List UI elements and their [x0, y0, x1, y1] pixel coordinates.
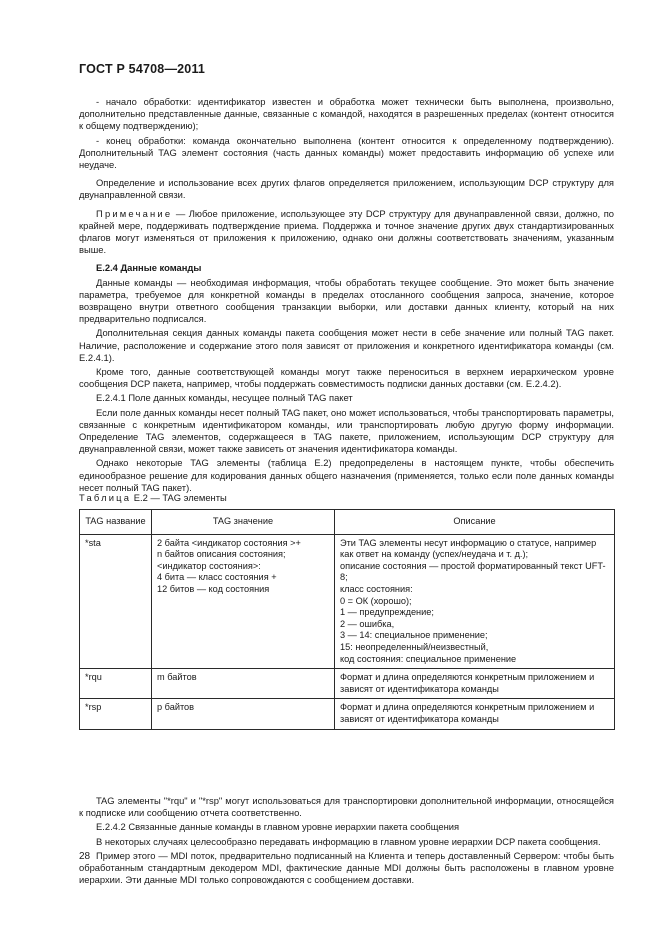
paragraph: Пример этого — MDI поток, предварительно подписанный на Клиента и теперь доставленный Сервером: чтобы быть обработанным стандартным декодером MDI, фактические данные MDI должны быть расположены в главном уровне иерархии. Эти данные MDI только сопровождаются с сообщением доставки. — [79, 849, 614, 886]
tag-value-cell: m байтов — [152, 669, 335, 699]
tag-value-cell — [152, 534, 335, 669]
cell-line: <индикатор состояния>: — [157, 560, 261, 571]
paragraph: В некоторых случаях целесообразно передавать информацию в главном уровне иерархии DCP пакета сообщения. — [96, 835, 601, 847]
cell-line: 12 битов — код состояния — [157, 583, 270, 594]
cell-line: 0 = ОК (хорошо); — [340, 595, 412, 606]
cell-line: n байтов описания состояния; — [157, 549, 286, 560]
page-number: 28 — [79, 851, 91, 862]
table-row — [80, 699, 615, 729]
paragraph: Однако некоторые TAG элементы (таблица Е.2) предопределены в настоящем пункте, чтобы обеспечить единообразное решение для кодирования данных общего назначения (применяется, только если поле данных команды несет полный TAG пакет). — [79, 457, 614, 493]
description-cell — [335, 534, 615, 669]
table-caption-label: Таблица — [79, 492, 132, 503]
cell-line: 1 — предупреждение; — [340, 607, 434, 618]
cell-line: класс состояния: — [340, 583, 413, 594]
paragraph: - начало обработки: идентификатор известен и обработка может технически быть выполнена, произвольно, дополнительно представленные данные, связанные с командой, находятся в разрешенных пределах (контент относится к общему подтверждению); — [79, 96, 614, 132]
paragraph: Дополнительная секция данных команды пакета сообщения может нести в себе значение или полный TAG пакет. Наличие, расположение и содержание этого поля зависят от приложения и конкретного идентификатора команды (см. Е.2.4.1). — [79, 327, 614, 363]
table-caption-text: Е.2 — TAG элементы — [131, 492, 227, 503]
table-row — [80, 534, 615, 669]
cell-line: 4 бита — класс состояния + — [157, 572, 277, 583]
cell-line: описание состояния — простой форматированный текст UFT-8; — [340, 560, 606, 583]
column-header: TAG название — [80, 510, 152, 535]
body-text-bottom — [79, 795, 614, 888]
table-row — [80, 669, 615, 699]
description-cell: Формат и длина определяются конкретным приложением и зависят от идентификатора команды — [335, 669, 615, 699]
note-text: — Любое приложение, использующее эту DCP структуру для двунаправленной связи, должно, по крайней мере, поддерживать подтверждение приема. Поддержка и точное значение других двух стандартизированных флагов могут изменяться от приложения к приложению, однако они должны соответствовать значениям, указанным выше. — [79, 207, 614, 256]
subsection-heading: Е.2.4.1 Поле данных команды, несущее полный TAG пакет — [96, 392, 353, 404]
subsection-heading: Е.2.4.2 Связанные данные команды в главном уровне иерархии пакета сообщения — [96, 821, 460, 833]
tag-name-cell: *rsp — [80, 699, 152, 729]
paragraph: TAG элементы "*rqu" и "*rsp" могут использоваться для транспортировки дополнительной информации, относящейся к подписке или сообщению отчета соответственно. — [79, 795, 614, 819]
note — [79, 208, 614, 257]
paragraph: Если поле данных команды несет полный TAG пакет, оно может использоваться, чтобы транспортировать параметры, связанные с конкретным идентификатором команды, или транспортировать любую другую форму информации. Определение TAG элементов, содержащееся в TAG пакете, приложением, использующим DCP структуру для двунаправленной связи, может также зависеть от значения идентификатора команды. — [79, 406, 614, 455]
cell-line: 15: неопределенный/неизвестный, — [340, 641, 489, 652]
tag-name-cell: *rqu — [80, 669, 152, 699]
section-heading: Е.2.4 Данные команды — [96, 262, 202, 274]
paragraph: - конец обработки: команда окончательно выполнена (контент относится к определенному подтверждению). Дополнительный TAG элемент состояния (часть данных команды) может предоставить информацию об успехе или неудаче. — [79, 134, 614, 171]
body-text-top — [79, 96, 614, 496]
paragraph: Данные команды — необходимая информация, чтобы обработать текущее сообщение. Это может быть значение параметра, требуемое для конкретной команды в пределах отосланного сообщения запроса, значение, которое возвращено внутри ответного сообщения транзакции выборки, или доставки данных клиенту, который на них предварительно подписался. — [79, 276, 614, 325]
description-cell: Формат и длина определяются конкретным приложением и зависят от идентификатора команды — [335, 699, 615, 729]
cell-line: код состояния: специальное применение — [340, 653, 517, 664]
column-header: TAG значение — [152, 510, 335, 535]
paragraph: Определение и использование всех других флагов определяется приложением, использующим DCP структуру для двунаправленной связи. — [79, 177, 614, 201]
column-header: Описание — [335, 510, 615, 535]
cell-line: 2 байта <индикатор состояния >+ — [157, 537, 301, 548]
table-header-row — [80, 510, 615, 535]
tag-name-cell: *sta — [80, 534, 152, 669]
table-caption — [79, 492, 227, 503]
cell-line: Эти TAG элементы несут информацию о статусе, например как ответ на команду (успех/неудача и т. д.); — [340, 537, 597, 560]
document-header: ГОСТ Р 54708—2011 — [79, 62, 206, 76]
tag-value-cell: р байтов — [152, 699, 335, 729]
cell-line: 3 — 14: специальное применение; — [340, 630, 488, 641]
note-label: Примечание — [96, 207, 173, 219]
tag-elements-table — [79, 509, 615, 730]
paragraph: Кроме того, данные соответствующей команды могут также переноситься в верхнем иерархическом уровне сообщения DCP пакета, например, чтобы поддержать совместимость подписки данных доставки (см. Е.2.4.2). — [79, 366, 614, 390]
cell-line: 2 — ошибка, — [340, 618, 395, 629]
